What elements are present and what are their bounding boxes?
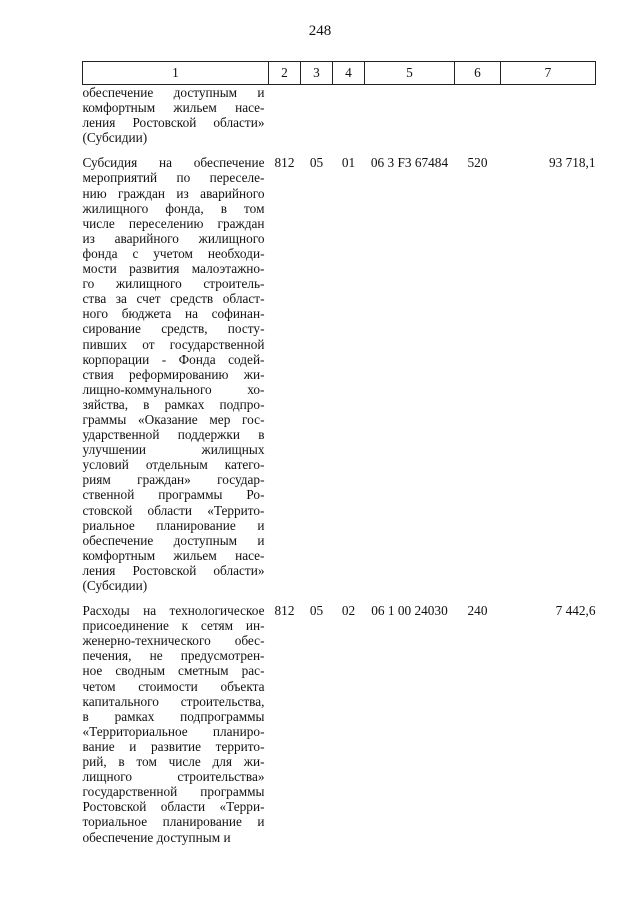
subsection-code [333, 85, 365, 146]
description-line: обеспечение доступным и [82, 829, 231, 845]
target-article-code: 06 3 F3 67484 [370, 155, 449, 171]
description-line: вание и развитие террито- [82, 738, 265, 754]
description-line: ного бюджета на софинан- [82, 306, 265, 322]
row-spacer-cell [83, 145, 596, 155]
description-line: числе переселению граждан [82, 215, 265, 231]
expense-type-code [455, 85, 501, 146]
description-line: ствия реформированию жи- [82, 366, 265, 382]
description-line: Субсидия на обеспечение [82, 155, 265, 171]
description-line: мости развития малоэтажно- [82, 261, 265, 277]
expense-type-code: 240 [467, 603, 488, 619]
expense-type-code: 520 [467, 155, 488, 171]
column-header-5: 5 [365, 62, 455, 85]
description-line: четом стоимости объекта [82, 678, 265, 694]
budget-table [82, 61, 596, 845]
section-code: 05 [309, 603, 324, 619]
description-line: государственной программы [82, 784, 265, 800]
section-code [301, 85, 333, 146]
description-line: присоединение к сетям ин- [82, 618, 265, 634]
column-header-1: 1 [83, 62, 269, 85]
description-line: ственной программы Ро- [82, 487, 265, 503]
expense-description [83, 85, 269, 146]
description-line: риям граждан» государ- [82, 472, 265, 488]
table-header-row [83, 62, 596, 85]
description-line: лищного строительства» [82, 769, 265, 785]
table-row [83, 603, 596, 845]
description-line: обеспечение доступным и [82, 532, 265, 548]
description-line: женерно-технического обес- [82, 633, 265, 649]
expense-description [83, 155, 269, 593]
description-line: зяйства, в рамках подпро- [82, 396, 265, 412]
description-line: го жилищного строитель- [82, 276, 265, 292]
ministry-code: 812 [274, 155, 295, 171]
description-line: Ростовской области «Терри- [82, 799, 265, 815]
row-spacer [83, 593, 596, 603]
description-line: (Субсидии) [82, 578, 148, 593]
description-line: стовской области «Террито- [82, 502, 265, 518]
subsection-code: 02 [341, 603, 356, 619]
description-line: жилищного фонда, в том [82, 200, 265, 216]
description-line: сирование средств, посту- [82, 321, 265, 337]
target-article-code [365, 85, 455, 146]
description-line: печения, не предусмотрен- [82, 648, 265, 664]
description-line: Расходы на технологическое [82, 603, 265, 619]
column-header-3: 3 [301, 62, 333, 85]
description-line: капитального строительства, [82, 693, 265, 709]
description-line: улучшении жилищных [82, 442, 265, 458]
page-number: 248 [308, 23, 332, 39]
description-line: обеспечение доступным и [82, 85, 265, 100]
description-line: ления Ростовской области» [82, 115, 265, 131]
description-line: «Территориальное планиро- [82, 723, 265, 739]
column-header-4: 4 [333, 62, 365, 85]
amount-value [501, 85, 596, 146]
subsection-code: 01 [341, 155, 356, 171]
description-line: из аварийного жилищного [82, 230, 265, 246]
description-line: ное сводным сметным рас- [82, 663, 265, 679]
description-line: ства за счет средств област- [82, 291, 265, 307]
amount-value: 93 718,1 [548, 155, 596, 171]
description-line: корпорации - Фонда содей- [82, 351, 265, 367]
description-line: ления Ростовской области» [82, 562, 265, 578]
ministry-code: 812 [274, 603, 295, 619]
description-line: мероприятий по переселе- [82, 170, 265, 186]
table-row [83, 155, 596, 593]
description-line: в рамках подпрограммы [82, 708, 265, 724]
column-header-6: 6 [455, 62, 501, 85]
description-line: нию граждан из аварийного [82, 185, 265, 201]
expense-description [83, 603, 269, 845]
row-spacer [83, 145, 596, 155]
description-line: лищно-коммунального хо- [82, 381, 265, 397]
description-line: комфортным жильем насе- [82, 547, 265, 563]
description-line: фонда с учетом необходи- [82, 245, 265, 261]
description-line: рий, в том числе для жи- [82, 754, 265, 770]
table-row [83, 85, 596, 146]
description-line: риальное планирование и [82, 517, 265, 533]
description-line: ториальное планирование и [82, 814, 265, 830]
column-header-7: 7 [501, 62, 596, 85]
description-line: пивших от государственной [82, 336, 265, 352]
row-spacer-cell [83, 593, 596, 603]
description-line: условий отдельным катего- [82, 457, 265, 473]
table-body [83, 85, 596, 845]
description-line: ударственной поддержки в [82, 427, 265, 443]
target-article-code: 06 1 00 24030 [371, 603, 448, 619]
ministry-code [269, 85, 301, 146]
amount-value: 7 442,6 [555, 603, 596, 619]
description-line: комфортным жильем насе- [82, 100, 265, 116]
column-header-2: 2 [269, 62, 301, 85]
section-code: 05 [309, 155, 324, 171]
description-line: (Субсидии) [82, 130, 148, 146]
description-line: граммы «Оказание мер гос- [82, 411, 265, 427]
